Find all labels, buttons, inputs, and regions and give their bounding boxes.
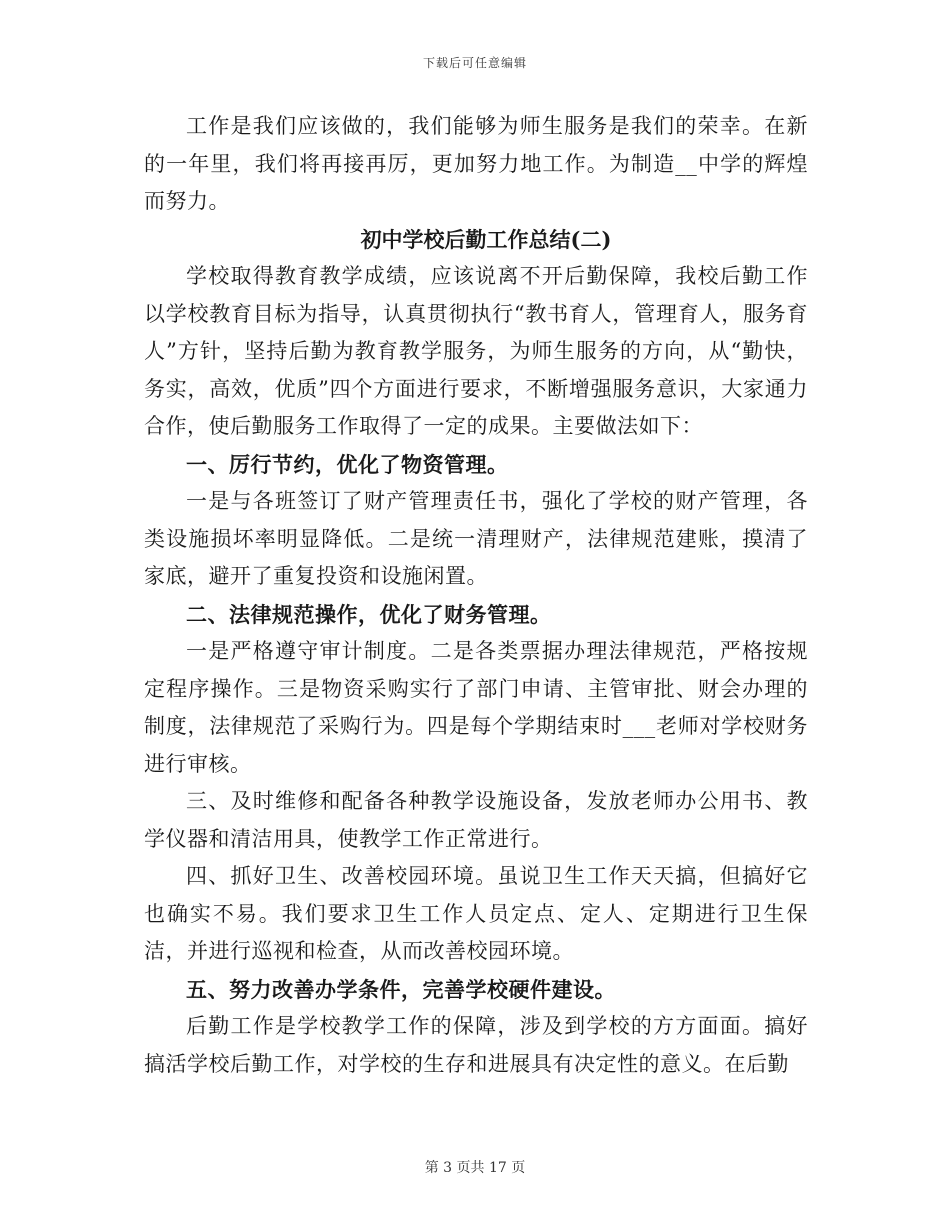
page-header: 下载后可任意编辑 bbox=[422, 56, 527, 70]
paragraph-materials: 一是与各班签订了财产管理责任书，强化了学校的财产管理，各类设施损坏率明显降低。二是统一清理财产，法律规范建账，摸清了家底，避开了重复投资和设施闲置。 bbox=[144, 489, 808, 588]
document-body bbox=[144, 108, 808, 1083]
paragraph-intro: 学校取得教育教学成绩，应该说离不开后勤保障，我校后勤工作以学校教育目标为指导，认真贯彻执行“教书育人，管理育人，服务育人”方针，坚持后勤为教育教学服务，为师生服务的方向，从“勤快，务实，高效，优质”四个方面进行要求，不断增强服务意识，大家通力合作，使后勤服务工作取得了一定的成果。主要做法如下： bbox=[144, 264, 808, 438]
paragraph-hygiene: 四、抓好卫生、改善校园环境。虽说卫生工作天天搞，但搞好它也确实不易。我们要求卫生工作人员定点、定人、定期进行卫生保洁，并进行巡视和检查，从而改善校园环境。 bbox=[144, 864, 808, 963]
section-title: 初中学校后勤工作总结(二) bbox=[360, 226, 612, 252]
paragraph-closing: 工作是我们应该做的，我们能够为师生服务是我们的荣幸。在新的一年里，我们将再接再厉，更加努力地工作。为制造__中学的辉煌而努力。 bbox=[144, 114, 808, 213]
heading-5: 五、努力改善办学条件，完善学校硬件建设。 bbox=[186, 976, 616, 1002]
heading-2: 二、法律规范操作，优化了财务管理。 bbox=[186, 601, 552, 627]
paragraph-finance: 一是严格遵守审计制度。二是各类票据办理法律规范，严格按规定程序操作。三是物资采购实行了部门申请、主管审批、财会办理的制度，法律规范了采购行为。四是每个学期结束时___老师对学校财务进行审核。 bbox=[144, 639, 808, 776]
paragraph-facilities: 三、及时维修和配备各种教学设施设备，发放老师办公用书、教学仪器和清洁用具，使教学工作正常进行。 bbox=[144, 789, 808, 851]
heading-1: 一、厉行节约，优化了物资管理。 bbox=[186, 451, 509, 477]
page-footer: 第 3 页共 17 页 bbox=[424, 1160, 526, 1176]
paragraph-conditions: 后勤工作是学校教学工作的保障，涉及到学校的方方面面。搞好搞活学校后勤工作，对学校的生存和进展具有决定性的意义。在后勤 bbox=[144, 1014, 808, 1076]
